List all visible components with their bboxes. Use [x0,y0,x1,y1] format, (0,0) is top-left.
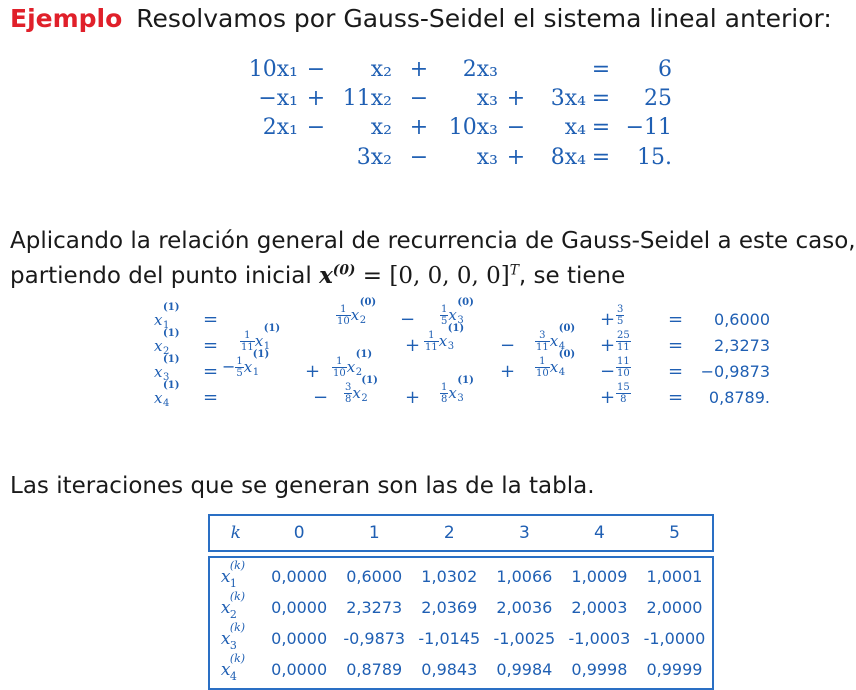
equation-term: + [506,145,526,170]
equation-term: 25 [644,86,672,111]
header-col: 5 [669,523,680,543]
formula-term: $\frac{3}{8}$ x (1) 2 [345,375,378,405]
table-cell: 2,0369 [421,598,478,617]
table-cell: 0,9999 [646,660,703,679]
table-row [210,651,712,685]
table-cell: 0,9998 [571,660,628,679]
formula-term: − [600,361,616,382]
equation-term: x₂ [370,115,392,140]
equation-term: − [409,86,429,111]
formula-term: + [305,361,321,382]
equation-term: + [306,86,326,111]
heading [10,4,832,33]
formula-term: + [600,335,616,356]
row-label-subscript: 3 [229,638,237,652]
row-label: x (k) 1 [220,558,246,590]
heading-text: Resolvamos por Gauss-Seidel el sistema lineal anterior: [136,4,832,33]
table-header [208,514,714,552]
x-vector-symbol: $x^{(0)}$ [319,262,356,289]
equation-term: + [409,115,429,140]
equation-term: 3x₄ [550,86,586,111]
paragraph-line-1: Aplicando la relación general de recurrencia de Gauss-Seidel a este caso, [10,228,856,254]
formula-term: − $\frac{1}{5}$ x (1) 1 [222,349,270,379]
equation-term: x₂ [370,57,392,82]
header-col: 4 [594,523,605,543]
equation-term: = [591,57,611,82]
formula-equals: = [668,361,684,382]
formula-lhs: x (1) 4 [154,380,180,409]
table-cell: 0,9843 [421,660,478,679]
table-intro: Las iteraciones que se generan son las de la tabla. [10,473,595,499]
paragraph-line-2-prefix: partiendo del punto inicial [10,263,312,289]
equation-term: 2x₃ [462,57,498,82]
formula-equals: = [203,335,219,356]
formula-equals: = [668,335,684,356]
table-cell: -1,0025 [493,629,556,648]
paragraph-line-2: partiendo del punto inicial $x^{(0)} = [0$, 0, 0, 0]$^T$, se tiene [10,262,626,289]
equation-term: − [306,57,326,82]
formula-term: $\frac{1}{5}$ x (0) 3 [441,297,474,327]
row-label-subscript: 4 [229,669,237,683]
formula-term: + [500,361,516,382]
header-k: k [230,523,241,543]
formula-term: − [313,387,329,408]
equation-term: − [506,115,526,140]
formula-term: $\frac{15}{8}$ [617,382,630,405]
formula-lhs: x (1) 3 [154,354,180,383]
equation-term: 3x₂ [356,145,392,170]
equation-term: x₄ [564,115,586,140]
table-cell: 0,0000 [271,598,328,617]
row-label-subscript: 1 [229,576,237,590]
formula-result: 0,6000 [714,310,770,329]
equation-term: −x₁ [258,86,298,111]
formula-result: 2,3273 [714,336,770,355]
formula-term: $\frac{1}{10}$ x (0) 4 [536,349,576,379]
formula-term: $\frac{3}{5}$ [617,304,624,327]
equation-term: 2x₁ [262,115,298,140]
equation-term: 10x₁ [248,57,298,82]
equation-term: x₃ [476,86,498,111]
formula-equals: = [203,387,219,408]
formula-term: + [405,335,421,356]
equation-term: −11 [625,115,672,140]
formula-term: $\frac{1}{8}$ x (1) 3 [441,375,474,405]
table-cell: 0,8789 [346,660,403,679]
formula-equals: = [668,309,684,330]
iterations-table [208,514,714,690]
equation-term: − [306,115,326,140]
header-col: 0 [293,523,305,543]
formula-term: $\frac{3}{11}$ x (0) 4 [536,323,576,353]
equation-term: + [409,57,429,82]
equation-term: 10x₃ [448,115,498,140]
equation-term: = [591,145,611,170]
row-label: x (k) 2 [220,589,246,621]
paragraph-line-2-suffix: , se tiene [518,263,626,289]
table-cell: 0,0000 [271,629,328,648]
table-body [208,556,714,690]
initial-point-vector: [0, 0, 0, 0] [389,263,510,289]
table-cell: 1,0009 [571,567,628,586]
formula-term: $\frac{1}{11}$ x (1) 3 [425,323,465,353]
formula-term: $\frac{1}{10}$ x (0) 2 [337,297,377,327]
table-cell: 0,0000 [271,567,328,586]
formula-term: + [600,387,616,408]
formula-term: $\frac{25}{11}$ [617,330,630,353]
formula-lhs: x (1) 1 [154,302,180,331]
table-cell: 1,0001 [646,567,703,586]
formula-result: 0,8789. [708,388,770,407]
equation-term: 8x₄ [550,145,586,170]
equation-term: − [409,145,429,170]
table-cell: 0,9984 [496,660,553,679]
formula-equals: = [668,387,684,408]
equation-term: x₃ [476,145,498,170]
formula-term: $\frac{11}{10}$ [617,356,630,379]
formula-term: + [405,387,421,408]
formula-equals: = [203,361,219,382]
table-cell: -0,9873 [343,629,406,648]
table-cell: 1,0066 [496,567,553,586]
equation-term: + [506,86,526,111]
equation-term: 15. [637,145,672,170]
formula-equals: = [203,309,219,330]
table-cell: 2,3273 [346,598,403,617]
table-cell: -1,0000 [643,629,706,648]
row-label: x (k) 4 [220,651,246,683]
equation-term: 6 [658,57,672,82]
formula-term: − [400,309,416,330]
equation-term: = [591,115,611,140]
table-row [210,558,712,592]
equation-term: 11x₂ [342,86,392,111]
row-label-subscript: 2 [229,607,237,621]
table-cell: 0,6000 [346,567,403,586]
formula-result: −0,9873 [700,362,770,381]
table-row [210,589,712,623]
equation-term: = [591,86,611,111]
formula-term: − [500,335,516,356]
table-row [210,620,712,654]
row-label: x (k) 3 [220,620,246,652]
formula-term: $\frac{1}{10}$ x (1) 2 [333,349,373,379]
table-cell: 1,0302 [421,567,478,586]
table-cell: 2,0003 [571,598,628,617]
formula-term: + [600,309,616,330]
header-col: 2 [443,523,455,543]
example-keyword: Ejemplo [10,4,123,33]
header-col: 3 [518,523,530,543]
table-cell: 2,0036 [496,598,553,617]
formula-lhs: x (1) 2 [154,328,180,357]
table-cell: -1,0145 [418,629,481,648]
formula-term: $\frac{1}{11}$ x (1) 1 [241,323,281,353]
table-cell: 2,0000 [646,598,703,617]
table-cell: -1,0003 [568,629,631,648]
header-col: 1 [368,523,380,543]
table-cell: 0,0000 [271,660,328,679]
